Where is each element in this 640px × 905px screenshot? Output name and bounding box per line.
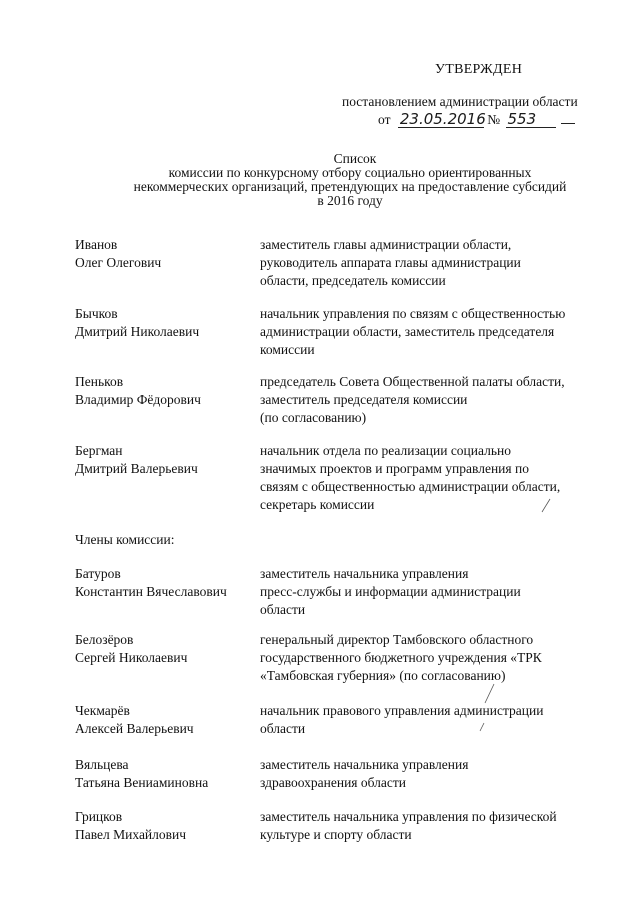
- role-line: заместитель главы администрации области,: [260, 237, 512, 252]
- person-role: [260, 236, 630, 290]
- person-name: [75, 565, 260, 601]
- role-line: «Тамбовская губерния» (по согласованию): [260, 668, 506, 683]
- role-line: администрации области, заместитель председателя: [260, 324, 555, 339]
- role-line: секретарь комиссии: [260, 497, 375, 512]
- person-role: [260, 702, 630, 738]
- role-line: комиссии: [260, 342, 315, 357]
- surname: Батуров: [75, 566, 121, 581]
- role-line: заместитель председателя комиссии: [260, 392, 468, 407]
- role-line: председатель Совета Общественной палаты области,: [260, 374, 565, 389]
- title-line-4: в 2016 году: [317, 193, 383, 208]
- person-name: [75, 373, 260, 409]
- surname: Белозёров: [75, 632, 134, 647]
- role-line: руководитель аппарата главы администрации: [260, 255, 521, 270]
- person-role: [260, 305, 630, 359]
- title-line-1: Список: [333, 151, 377, 166]
- title-line-3: некоммерческих организаций, претендующих на предоставление субсидий: [133, 179, 567, 194]
- role-line: заместитель начальника управления: [260, 757, 469, 772]
- number-label: №: [487, 112, 501, 127]
- person-role: [260, 373, 630, 427]
- person-name: [75, 305, 260, 341]
- role-line: области: [260, 721, 306, 736]
- role-line: значимых проектов и программ управления по: [260, 461, 529, 476]
- given-names: Сергей Николаевич: [75, 650, 188, 665]
- person-name: [75, 236, 260, 272]
- given-names: Дмитрий Валерьевич: [75, 461, 198, 476]
- surname: Грицков: [75, 809, 123, 824]
- given-names: Константин Вячеславович: [75, 584, 227, 599]
- role-line: генеральный директор Тамбовского областного: [260, 632, 534, 647]
- given-names: Татьяна Вениаминовна: [75, 775, 209, 790]
- role-line: заместитель начальника управления: [260, 566, 469, 581]
- surname: Бергман: [75, 443, 123, 458]
- role-line: начальник управления по связям с общественностью: [260, 306, 566, 321]
- person-name: [75, 631, 260, 667]
- person-name: [75, 442, 260, 478]
- role-line: государственного бюджетного учреждения «ТРК: [260, 650, 542, 665]
- scan-mark: [478, 722, 486, 732]
- handwritten-date: 23.05.2016: [399, 110, 486, 128]
- person-name: [75, 756, 260, 792]
- role-line: пресс-службы и информации администрации: [260, 584, 521, 599]
- given-names: Владимир Фёдорович: [75, 392, 201, 407]
- scan-mark: [482, 683, 496, 705]
- role-line: области, председатель комиссии: [260, 273, 446, 288]
- role-line: (по согласованию): [260, 410, 367, 425]
- surname: Пеньков: [75, 374, 124, 389]
- surname: Бычков: [75, 306, 118, 321]
- given-names: Алексей Валерьевич: [75, 721, 194, 736]
- person-role: [260, 631, 630, 685]
- person-role: [260, 442, 630, 514]
- title-line-2: комиссии по конкурсному отбору социально ориентированных: [168, 165, 532, 180]
- handwritten-number: 553: [506, 112, 556, 128]
- surname: Вяльцева: [75, 757, 129, 772]
- given-names: Олег Олегович: [75, 255, 162, 270]
- surname: Иванов: [75, 237, 118, 252]
- decree-date-number-line: [378, 112, 575, 128]
- role-line: начальник правового управления администрации: [260, 703, 544, 718]
- person-role: [260, 756, 630, 792]
- given-names: Дмитрий Николаевич: [75, 324, 200, 339]
- document-title: [0, 152, 640, 208]
- scan-mark: [540, 498, 552, 514]
- given-names: Павел Михайлович: [75, 827, 187, 842]
- role-line: начальник отдела по реализации социально: [260, 443, 511, 458]
- role-line: культуре и спорту области: [260, 827, 412, 842]
- role-line: связям с общественностью администрации области,: [260, 479, 561, 494]
- from-label: от: [378, 112, 391, 127]
- person-role: [260, 565, 630, 619]
- role-line: заместитель начальника управления по физической: [260, 809, 557, 824]
- person-role: [260, 808, 630, 844]
- person-name: [75, 808, 260, 844]
- approved-stamp-title: УТВЕРЖДЕН: [435, 62, 523, 77]
- role-line: области: [260, 602, 306, 617]
- decree-line: постановлением администрации области: [342, 94, 578, 109]
- surname: Чекмарёв: [75, 703, 130, 718]
- underline-tail: [561, 123, 575, 124]
- members-heading: Члены комиссии:: [75, 532, 175, 547]
- role-line: здравоохранения области: [260, 775, 407, 790]
- person-name: [75, 702, 260, 738]
